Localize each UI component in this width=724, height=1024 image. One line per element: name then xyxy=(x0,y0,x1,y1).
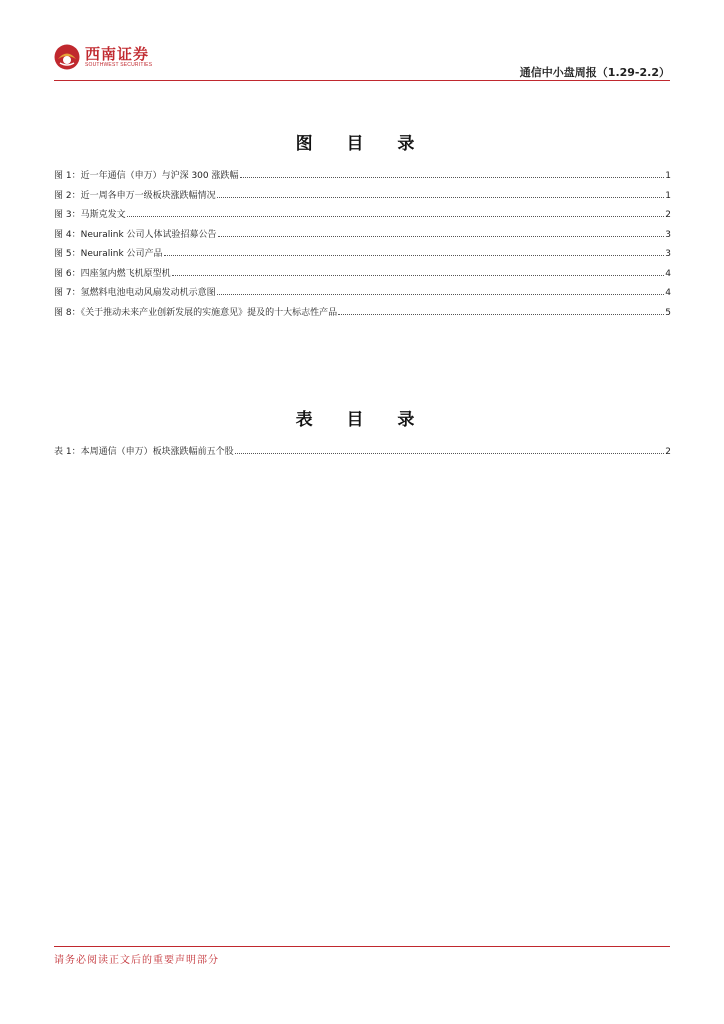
logo-english-name: SOUTHWEST SECURITIES xyxy=(85,62,153,68)
toc-entry-label: 图 1：近一年通信（申万）与沪深 300 涨跌幅 xyxy=(54,171,239,181)
logo-chinese-name: 西南证券 xyxy=(85,45,150,63)
toc-entry-label: 图 7：氢燃料电池电动风扇发动机示意图 xyxy=(54,288,216,298)
toc-entry-label: 图 3：马斯克发文 xyxy=(54,210,126,220)
toc-leader-dots xyxy=(217,197,665,198)
toc-entry-label: 图 4：Neuralink 公司人体试验招募公告 xyxy=(54,229,217,240)
toc-entry-label: 图 2：近一周各申万一级板块涨跌幅情况 xyxy=(54,190,216,201)
toc-leader-dots xyxy=(172,275,665,276)
toc-leader-dots xyxy=(217,294,665,295)
toc-entry[interactable] xyxy=(54,285,671,305)
toc-entry-page: 1 xyxy=(665,171,671,181)
toc-entry[interactable] xyxy=(54,227,671,247)
toc-entry-label: 表 1：本周通信（申万）板块涨跌幅前五个股 xyxy=(54,447,234,457)
toc-leader-dots xyxy=(235,453,665,454)
toc-entry[interactable] xyxy=(54,207,671,227)
report-title: 通信中小盘周报（1.29-2.2） xyxy=(519,66,670,79)
table-list-title: 表 目 录 xyxy=(295,410,429,430)
toc-entry-page: 1 xyxy=(665,190,671,201)
footer-disclaimer: 请务必阅读正文后的重要声明部分 xyxy=(54,955,219,966)
toc-entry[interactable] xyxy=(54,168,671,188)
toc-entry-label: 图 8：《关于推动未来产业创新发展的实施意见》提及的十大标志性产品 xyxy=(54,307,338,318)
toc-entry-page: 5 xyxy=(665,307,671,318)
toc-entry-page: 4 xyxy=(665,288,671,298)
figure-list-title: 图 目 录 xyxy=(295,134,429,154)
table-toc xyxy=(54,444,671,464)
company-logo xyxy=(54,44,152,70)
figure-toc xyxy=(54,168,671,324)
toc-entry-page: 4 xyxy=(665,268,671,279)
logo-emblem-icon xyxy=(54,44,80,70)
header-divider xyxy=(54,80,670,81)
toc-leader-dots xyxy=(164,255,665,256)
toc-entry-page: 3 xyxy=(665,249,671,259)
toc-entry-page: 3 xyxy=(665,229,671,240)
toc-leader-dots xyxy=(218,236,665,237)
toc-leader-dots xyxy=(240,177,665,178)
toc-entry-page: 2 xyxy=(665,447,671,457)
toc-entry-page: 2 xyxy=(665,210,671,220)
toc-leader-dots xyxy=(127,216,665,217)
toc-entry[interactable] xyxy=(54,266,671,286)
footer-divider xyxy=(54,946,670,947)
toc-entry[interactable] xyxy=(54,188,671,208)
toc-entry-label: 图 5：Neuralink 公司产品 xyxy=(54,249,163,259)
toc-entry[interactable] xyxy=(54,246,671,266)
page-header xyxy=(0,0,724,84)
toc-entry[interactable] xyxy=(54,444,671,464)
toc-entry[interactable] xyxy=(54,305,671,325)
toc-leader-dots xyxy=(338,314,664,315)
toc-entry-label: 图 6：四座氢内燃飞机原型机 xyxy=(54,268,171,279)
